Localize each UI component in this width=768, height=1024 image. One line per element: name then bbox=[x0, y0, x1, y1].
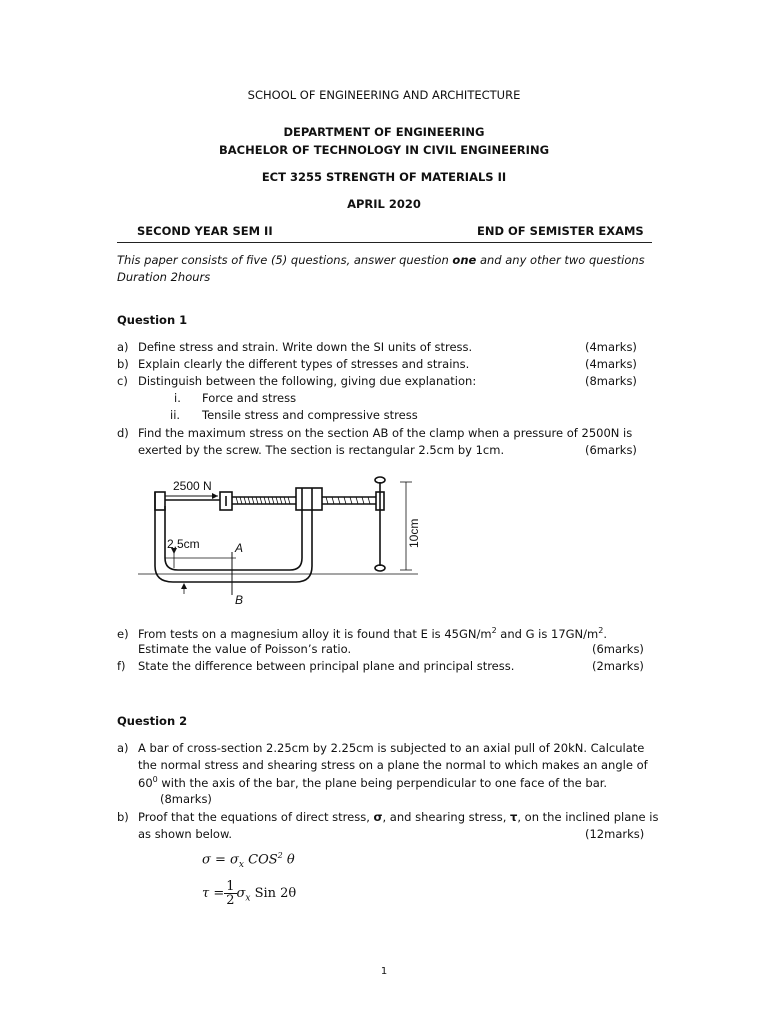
school-name: SCHOOL OF ENGINEERING AND ARCHITECTURE bbox=[247, 88, 521, 102]
department-name: DEPARTMENT OF ENGINEERING bbox=[283, 125, 485, 139]
q1-c-item-ii: ii. Tensile stress and compressive stress bbox=[170, 408, 418, 422]
exam-type: END OF SEMISTER EXAMS bbox=[477, 224, 644, 238]
q1-f-marks: (2marks) bbox=[592, 659, 644, 673]
q2-a-line-3: $60^0$ with the axis of the bar, the plane being perpendicular to one face of the bar. bbox=[138, 775, 608, 790]
q1-part-b: b) Explain clearly the different types of stresses and strains. bbox=[117, 357, 470, 371]
q1-e-marks: (6marks) bbox=[592, 642, 644, 656]
figure-label-a: A bbox=[235, 541, 244, 555]
question-1-title: Question 1 bbox=[117, 313, 188, 327]
figure-width-label: 2.5cm bbox=[167, 537, 200, 551]
q1-c-item-i: i. Force and stress bbox=[174, 391, 297, 405]
q1-a-marks: (4marks) bbox=[585, 340, 637, 354]
q1-part-e: e) From tests on a magnesium alloy it is found that E is $45GN/m^2$ and G is $17GN/m^2$. bbox=[117, 626, 607, 641]
q2-b-marks: (12marks) bbox=[585, 827, 645, 841]
q2-a-marks: (8marks) bbox=[160, 792, 212, 806]
q2-b-line-2: as shown below. bbox=[138, 827, 232, 841]
q1-part-a: a) Define stress and strain. Write down the SI units of stress. bbox=[117, 340, 473, 354]
page-number: 1 bbox=[380, 966, 388, 977]
q2-part-a: a) A bar of cross-section 2.25cm by 2.25cm is subjected to an axial pull of 20kN. Calculate bbox=[117, 741, 645, 755]
q1-b-marks: (4marks) bbox=[585, 357, 637, 371]
exam-date: APRIL 2020 bbox=[347, 197, 421, 211]
equation-shear-stress: τ = $\frac{1}{2}$ $\sigma_x$ Sin 2θ bbox=[202, 879, 297, 908]
header-rule bbox=[117, 242, 652, 243]
clamp-figure bbox=[118, 470, 440, 610]
equation-direct-stress: $\sigma = \sigma_x$ COS$^2$ θ bbox=[202, 851, 295, 870]
programme-name: BACHELOR OF TECHNOLOGY IN CIVIL ENGINEERING bbox=[218, 143, 550, 157]
instructions-line-1: This paper consists of five (5) questions, answer question one and any other two questions bbox=[117, 253, 645, 267]
figure-label-b: B bbox=[235, 593, 244, 607]
q1-d-marks: (6marks) bbox=[585, 443, 637, 457]
q1-part-f: f) State the difference between principal plane and principal stress. bbox=[117, 659, 515, 673]
q1-part-d: d) Find the maximum stress on the section AB of the clamp when a pressure of 2500N is bbox=[117, 426, 633, 440]
question-2-title: Question 2 bbox=[117, 714, 188, 728]
year-semester: SECOND YEAR SEM II bbox=[137, 224, 273, 238]
figure-height-label: 10cm bbox=[407, 518, 421, 548]
figure-force-label: 2500 N bbox=[173, 479, 212, 493]
q1-e-line-2: Estimate the value of Poisson’s ratio. bbox=[138, 642, 352, 656]
q2-part-b: b) Proof that the equations of direct stress, σ, and shearing stress, τ, on the inclined plane is bbox=[117, 810, 659, 824]
q1-d-line-2: exerted by the screw. The section is rectangular 2.5cm by 1cm. bbox=[138, 443, 505, 457]
course-title: ECT 3255 STRENGTH OF MATERIALS II bbox=[261, 170, 507, 184]
q1-c-marks: (8marks) bbox=[585, 374, 637, 388]
q2-a-line-2: the normal stress and shearing stress on a plane the normal to which makes an angle of bbox=[138, 758, 648, 772]
q1-part-c: c) Distinguish between the following, giving due explanation: bbox=[117, 374, 477, 388]
instructions-duration: Duration 2hours bbox=[117, 270, 211, 284]
